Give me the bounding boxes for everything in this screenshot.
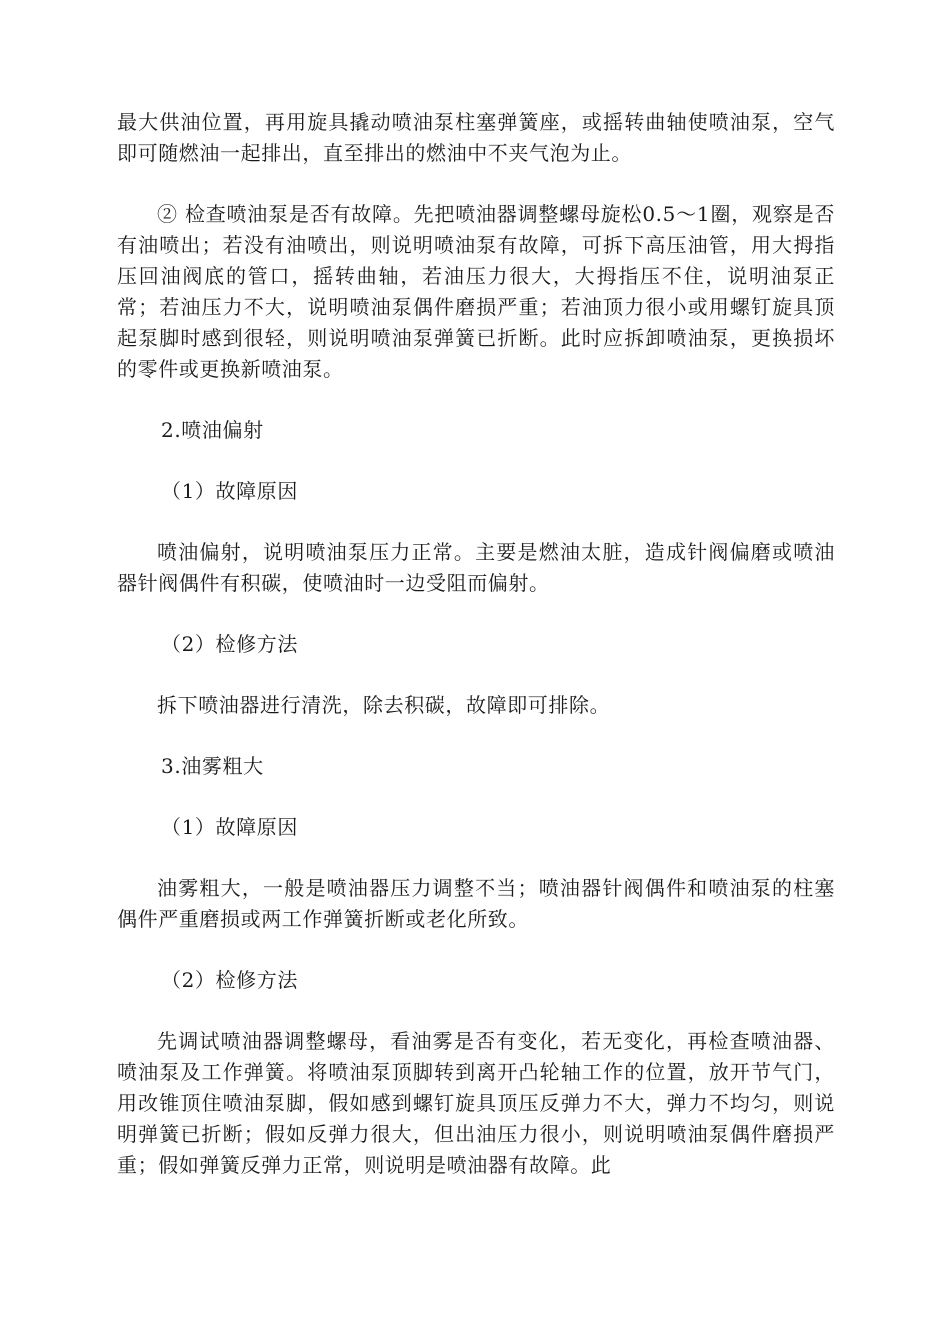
paragraph-mist-cause: 油雾粗大，一般是喷油器压力调整不当；喷油器针阀偶件和喷油泵的柱塞偶件严重磨损或两工作弹簧折断或老化所致。	[117, 876, 835, 931]
subheading-fault-cause: （1）故障原因	[161, 815, 298, 839]
paragraph-deflection-cause: 喷油偏射，说明喷油泵压力正常。主要是燃油太脏，造成针阀偏磨或喷油器针阀偶件有积碳，使喷油时一边受阻而偏射。	[117, 540, 835, 595]
subheading-repair-method: （2）检修方法	[161, 968, 298, 992]
paragraph-mist-repair: 先调试喷油器调整螺母，看油雾是否有变化，若无变化，再检查喷油器、喷油泵及工作弹簧。将喷油泵顶脚转到离开凸轮轴工作的位置，放开节气门，用改锥顶住喷油泵脚，假如感到螺钉旋具顶压反弹力不大，弹力不均匀，则说明弹簧已折断；假如反弹力很大，但出油压力很小，则说明喷油泵偶件磨损严重；假如弹簧反弹力正常，则说明是喷油器有故障。此	[117, 1029, 835, 1177]
subheading-repair-method: （2）检修方法	[161, 632, 298, 656]
document-body	[117, 107, 835, 1211]
section-heading-coarse-mist: 3.油雾粗大	[161, 754, 264, 778]
paragraph-continued: 最大供油位置，再用旋具撬动喷油泵柱塞弹簧座，或摇转曲轴使喷油泵，空气即可随燃油一起排出，直至排出的燃油中不夹气泡为止。	[117, 110, 835, 165]
paragraph-check-pump: ② 检查喷油泵是否有故障。先把喷油器调整螺母旋松0.5～1圈，观察是否有油喷出；若没有油喷出，则说明喷油泵有故障，可拆下高压油管，用大拇指压回油阀底的管口，摇转曲轴，若油压力很大，大拇指压不住，说明油泵正常；若油压力不大，说明喷油泵偶件磨损严重；若油顶力很小或用螺钉旋具顶起泵脚时感到很轻，则说明喷油泵弹簧已折断。此时应拆卸喷油泵，更换损坏的零件或更换新喷油泵。	[117, 202, 835, 381]
subheading-fault-cause: （1）故障原因	[161, 479, 298, 503]
section-heading-spray-deflection: 2.喷油偏射	[161, 418, 264, 442]
paragraph-deflection-repair: 拆下喷油器进行清洗，除去积碳，故障即可排除。	[157, 693, 611, 717]
